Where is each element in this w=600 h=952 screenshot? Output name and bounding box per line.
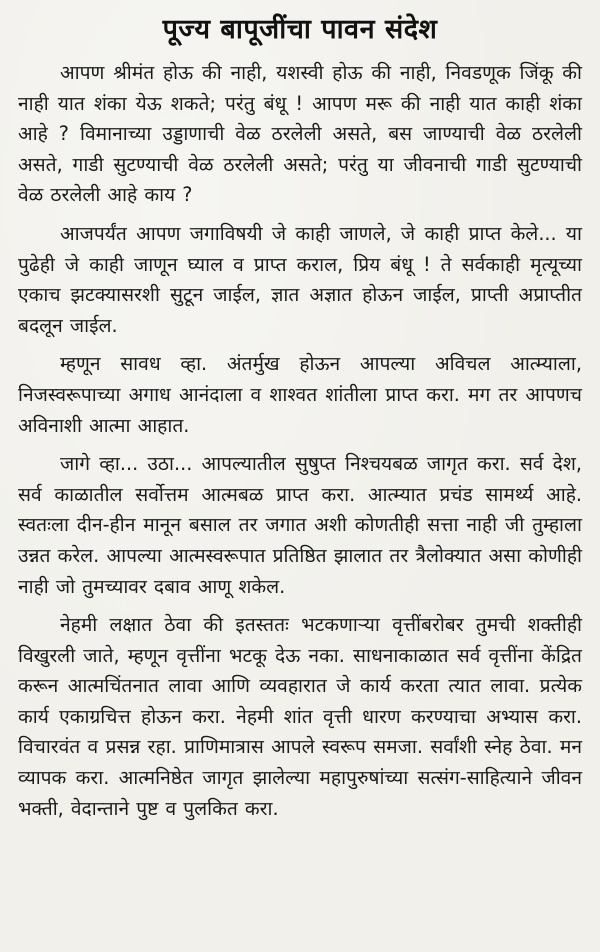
paragraph-1: आपण श्रीमंत होऊ की नाही, यशस्वी होऊ की नाही, निवडणूक जिंकू की नाही यात शंका येऊ शकते; परंतु बंधू ! आपण मरू की नाही यात काही शंका आहे ? विमानाच्या उड्डाणाची वेळ ठरलेली असते, बस जाण्याची वेळ ठरलेली असते, गाडी सुटण्याची वेळ ठरलेली असते; परंतु या जीवनाची गाडी सुटण्याची वेळ ठरलेली आहे काय ? — [18, 61, 582, 207]
paragraph-5: नेहमी लक्षात ठेवा की इतस्ततः भटकणाऱ्या वृत्तींबरोबर तुमची शक्तीही विखुरली जाते, म्हणून वृत्तींना भटकू देऊ नका. साधनाकाळात सर्व वृत्तींना केंद्रित करून आत्मचिंतनात लावा आणि व्यवहारात जे कार्य करता त्यात लावा. प्रत्येक कार्य एकाग्रचित्त होऊन करा. नेहमी शांत वृत्ती धारण करण्याचा अभ्यास करा. विचारवंत व प्रसन्न रहा. प्राणिमात्रास आपले स्वरूप समजा. सर्वांशी स्नेह ठेवा. मन व्यापक करा. आत्मनिष्ठेत जागृत झालेल्या महापुरुषांच्या सत्संग-साहित्याने जीवन भक्ती, वेदान्ताने पुष्ट व पुलकित करा. — [18, 613, 582, 820]
paragraph-2: आजपर्यंत आपण जगाविषयी जे काही जाणले, जे काही प्राप्त केले... या पुढेही जे काही जाणून घ्याल व प्राप्त कराल, प्रिय बंधू ! ते सर्वकाही मृत्यूच्या एकाच झटक्यासरशी सुटून जाईल, ज्ञात अज्ञात होऊन जाईल, प्राप्ती अप्राप्तीत बदलून जाईल. — [18, 221, 582, 337]
paragraph-3: म्हणून सावध व्हा. अंतर्मुख होऊन आपल्या अविचल आत्म्याला, निजस्वरूपाच्या अगाध आनंदाला व शाश्वत शांतीला प्राप्त करा. मग तर आपणच अविनाशी आत्मा आहात. — [18, 352, 582, 437]
page-title: पूज्य बापूजींचा पावन संदेश — [162, 14, 438, 45]
paragraph-4: जागे व्हा... उठा... आपल्यातील सुषुप्त निश्चयबळ जागृत करा. सर्व देश, सर्व काळातील सर्वोत्तम आत्मबळ प्राप्त करा. आत्म्यात प्रचंड सामर्थ्य आहे. स्वतःला दीन-हीन मानून बसाल तर जगात अशी कोणतीही सत्ता नाही जी तुम्हाला उन्नत करेल. आपल्या आत्मस्वरूपात प्रतिष्ठित झालात तर त्रैलोक्यात असा कोणीही नाही जो तुमच्यावर दबाव आणू शकेल. — [18, 452, 582, 598]
